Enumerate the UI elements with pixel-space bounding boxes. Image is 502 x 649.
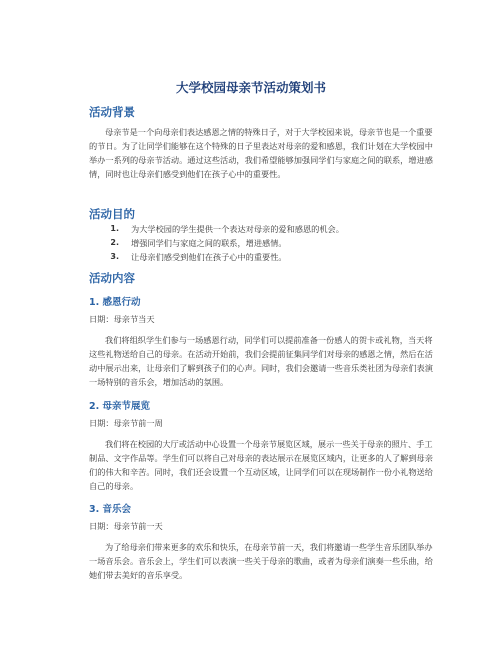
background-body xyxy=(89,125,433,181)
section-heading-purpose: 活动目的 xyxy=(89,207,135,221)
activity-paragraph: 我们将组织学生们参与一场感恩行动，同学们可以提前准备一份感人的贺卡或礼物，当天将这些礼物送给自己的母亲。在活动开始前，我们会提前征集同学们对母亲的感恩之情，然后在活动中展示出来，让母亲们了解到孩子们的心声。同时，我们会邀请一些音乐类社团为母亲们表演一场特别的音乐会，增加活动的氛围。 xyxy=(89,335,433,387)
activity-3-body xyxy=(89,540,433,582)
list-item: 1. 为大学校园的学生提供一个表达对母亲的爱和感恩的机会。 xyxy=(110,224,344,234)
activity-3 xyxy=(89,501,433,515)
page-title: 大学校园母亲节活动策划书 xyxy=(175,80,326,95)
content-section xyxy=(89,270,433,286)
purpose-list-wrap xyxy=(89,222,433,264)
activity-title: 2. 母亲节展览 xyxy=(89,401,151,412)
activity-2 xyxy=(89,398,433,412)
activity-date: 日期：母亲节前一天 xyxy=(89,521,163,531)
activity-2-date-wrap xyxy=(89,416,433,430)
section-heading-background: 活动背景 xyxy=(89,105,135,119)
activity-paragraph: 我们将在校园的大厅或活动中心设置一个母亲节展览区域，展示一些关于母亲的照片、手工制品、文字作品等。学生们可以将自己对母亲的表达展示在展览区域内，让更多的人了解到母亲们的伟大和辛苦。同时，我们还会设置一个互动区域，让同学们可以在现场制作一份小礼物送给自己的母亲。 xyxy=(89,439,433,491)
purpose-section xyxy=(89,206,433,222)
activity-1-date-wrap xyxy=(89,312,433,326)
activity-title: 3. 音乐会 xyxy=(89,504,132,515)
purpose-list xyxy=(89,222,433,264)
background-section xyxy=(89,104,433,120)
activity-1-body xyxy=(89,333,433,389)
activity-1 xyxy=(89,294,433,308)
activity-3-date-wrap xyxy=(89,519,433,533)
background-paragraph: 母亲节是一个向母亲们表达感恩之情的特殊日子，对于大学校园来说，母亲节也是一个重要的节日。为了让同学们能够在这个特殊的日子里表达对母亲的爱和感恩，我们计划在大学校园中举办一系列的母亲节活动。通过这些活动，我们希望能够加强同学们与家庭之间的联系，增进感情，同时也让母亲们感受到他们在孩子心中的重要性。 xyxy=(89,127,433,179)
list-item: 3. 让母亲们感受到他们在孩子心中的重要性。 xyxy=(110,252,287,262)
activity-date: 日期：母亲节前一周 xyxy=(89,418,163,428)
activity-2-body xyxy=(89,437,433,493)
activity-title: 1. 感恩行动 xyxy=(89,297,141,308)
section-heading-content: 活动内容 xyxy=(89,271,135,285)
activity-paragraph: 为了给母亲们带来更多的欢乐和快乐，在母亲节前一天，我们将邀请一些学生音乐团队举办一场音乐会。音乐会上，学生们可以表演一些关于母亲的歌曲，或者为母亲们演奏一些乐曲，给她们带去美好的音乐享受。 xyxy=(89,542,433,580)
activity-date: 日期：母亲节当天 xyxy=(89,314,155,324)
list-item: 2. 增强同学们与家庭之间的联系，增进感情。 xyxy=(110,238,287,248)
